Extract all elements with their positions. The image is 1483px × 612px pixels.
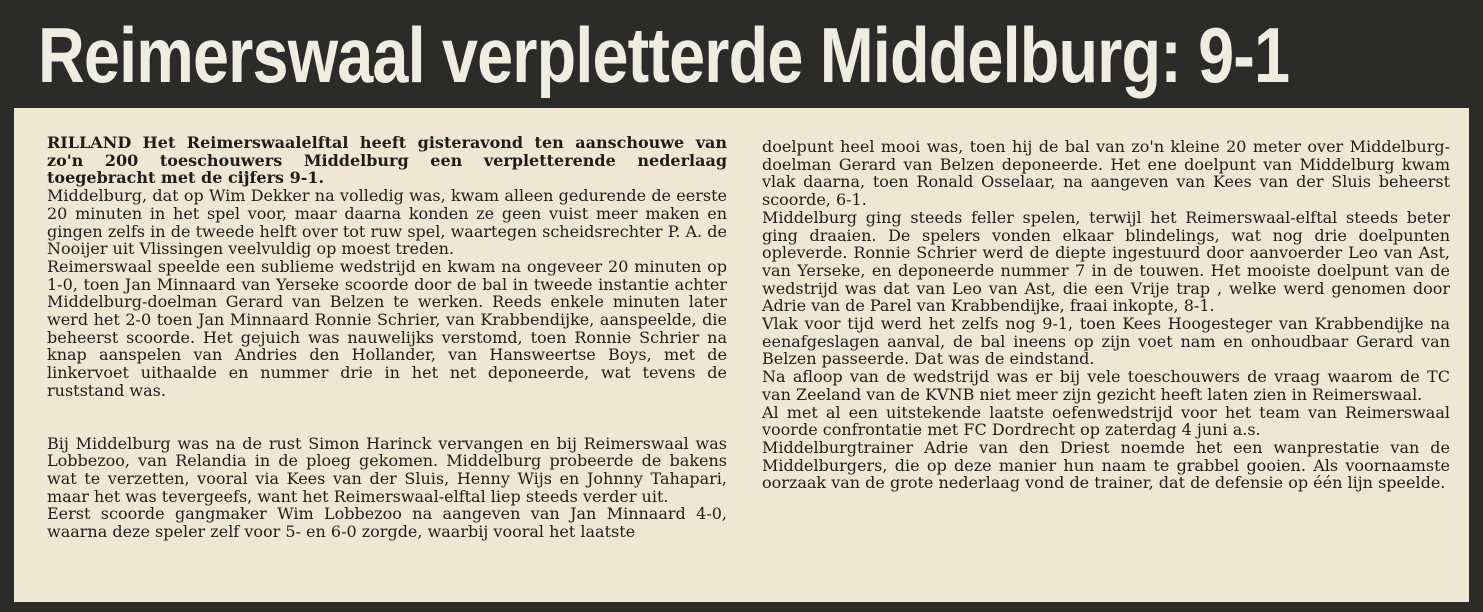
article-paragraph: Vlak voor tijd werd het zelfs nog 9-1, toen Kees Hoogesteger van Krabbendijke na eenafgeslagen aanval, de bal ineens op zijn voet nam en onhoudbaar Gerard van Belzen passeerde. Dat was de eindstand. [762,314,1450,369]
paragraph-gap [47,400,727,435]
headline: Reimerswaal verpletterde Middelburg: 9-1 [38,11,1290,99]
article-paragraph: Middelburg ging steeds feller spelen, terwijl het Reimerswaal-elftal steeds beter ging draaien. De spelers vonden elkaar blindelings, wat nog drie doelpunten opleverde. Ronnie Schrier werd de diepte ingestuurd door aanvoerder Leo van Ast, van Yerseke, en deponeerde nummer 7 in de touwen. Het mooiste doelpunt van de wedstrijd was dat van Leo van Ast, die een Vrije trap , welke werd genomen door Adrie van de Parel van Krabbendijke, fraai inkopte, 8-1. [762,207,1450,316]
article-column-right [762,138,1450,492]
article-paragraph: Na afloop van de wedstrijd was er bij vele toeschouwers de vraag waarom de TC van Zeeland van de KVNB niet meer zijn gezicht heeft laten zien in Reimerswaal. [762,367,1450,404]
article-paragraph: Al met al een uitstekende laatste oefenwedstrijd voor het team van Reimerswaal voorde confrontatie met FC Dordrecht op zaterdag 4 juni a.s. [762,402,1450,440]
article-column-left [47,134,727,541]
article-paragraph: doelpunt heel mooi was, toen hij de bal van zo'n kleine 20 meter over Middelburg-doelman Gerard van Belzen deponeerde. Het ene doelpunt van Middelburg kwam vlak daarna, toen Ronald Osselaar, na aangeven van Kees van der Sluis beheerst scoorde, 6-1. [762,137,1450,210]
article-paragraph: Middelburg, dat op Wim Dekker na volledig was, kwam alleen gedurende de eerste 20 minuten in het spel voor, maar daarna konden ze geen vuist meer maken en gingen zelfs in de tweede helft over tot ruw spel, waartegen scheidsrechter P. A. de Nooijer uit Vlissingen veelvuldig op moest treden. [47,186,727,259]
article-paragraph: Middelburgtrainer Adrie van den Driest noemde het een wanprestatie van de Middelburgers, die op deze manier hun naam te grabbel gooien. Als voornaamste oorzaak van de grote nederlaag vond de trainer, dat de defensie op één lijn speelde. [762,437,1450,493]
article-paragraph: Eerst scoorde gangmaker Wim Lobbezoo na aangeven van Jan Minnaard 4-0, waarna deze speler zelf voor 5- en 6-0 zorgde, waarbij vooral het laatste [47,504,727,542]
article-lead-paragraph: RILLAND Het Reimerswaalelftal heeft gisteravond ten aanschouwe van zo'n 200 toeschouwers Middelburg een verpletterende nederlaag toegebracht met de cijfers 9-1. [47,133,727,188]
article-body [14,108,1469,602]
article-paragraph: Bij Middelburg was na de rust Simon Harinck vervangen en bij Reimerswaal was Lobbezoo, van Relandia in de ploeg gekomen. Middelburg probeerde de bakens wat te verzetten, vooral via Kees van der Sluis, Henny Wijs en Johnny Tahapari, maar het was tevergeefs, want het Reimerswaal-elftal liep steeds verder uit. [47,433,727,506]
article-paragraph: Reimerswaal speelde een sublieme wedstrijd en kwam na ongeveer 20 minuten op 1-0, toen Jan Minnaard van Yerseke scoorde door de bal in tweede instantie achter Middelburg-doelman Gerard van Belzen te werken. Reeds enkele minuten later werd het 2-0 toen Jan Minnaard Ronnie Schrier, van Krabbendijke, aanspeelde, die beheerst scoorde. Het gejuich was nauwelijks verstomd, toen Ronnie Schrier na knap aanspelen van Andries den Hollander, van Hansweertse Boys, met de linkervoet uithaalde en nummer drie in het net deponeerde, wat tevens de ruststand was. [47,256,727,400]
